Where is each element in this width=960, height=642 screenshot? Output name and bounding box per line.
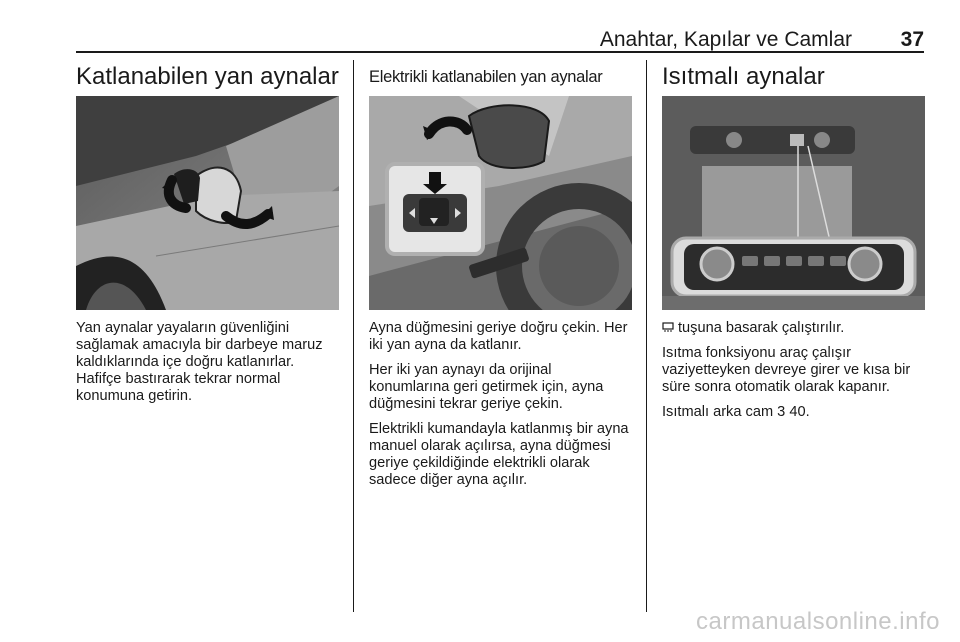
column-divider-1 (353, 60, 354, 612)
paragraph: Ayna düğmesini geriye doğru çekin. Her iki yan ayna da katlanır. (369, 320, 628, 353)
body-text (662, 320, 925, 421)
section-heading: Elektrikli katlanabilen yan aynalar (369, 68, 603, 86)
column-folding-mirrors (76, 60, 339, 413)
paragraph: Isıtma fonksiyonu araç çalışır vaziyetteyken devreye girer ve kısa bir süre sonra otomatik olarak kapanır. (662, 345, 911, 395)
heated-mirror-icon (662, 322, 674, 333)
body-text (369, 320, 632, 489)
paragraph: Isıtmalı arka cam 3 40. (662, 404, 810, 420)
section-heading: Isıtmalı aynalar (662, 63, 825, 90)
paragraph: Yan aynalar yayaların güvenliğini sağlamak amacıyla bir darbeye maruz kaldıklarında içe doğru katlanırlar. Hafifçe bastırarak tekrar normal konumuna getirin. (76, 320, 323, 404)
page-reference[interactable]: 40. (785, 404, 810, 420)
paragraph: tuşuna basarak çalıştırılır. (662, 320, 925, 337)
column-divider-2 (646, 60, 647, 612)
heated-mirror-button-icon (790, 134, 804, 146)
body-text (76, 320, 339, 405)
page-number: 37 (900, 28, 924, 51)
header-rule (76, 51, 924, 53)
paragraph: Elektrikli kumandayla katlanmış bir ayna manuel olarak açılırsa, ayna düğmesi geriye çekildiğinde elektrikli olarak sadece diğer ayna açılır. (369, 421, 629, 488)
cross-reference-icon[interactable]: 3 (777, 404, 786, 420)
chapter-title: Anahtar, Kapılar ve Camlar (599, 28, 852, 51)
page-header (76, 28, 924, 52)
car-mirror-illustration (76, 96, 339, 310)
column-electric-folding-mirrors (369, 60, 632, 497)
climate-control-illustration (662, 96, 925, 310)
watermark-text: carmanualsonline.info (696, 608, 940, 635)
column-heated-mirrors (662, 60, 925, 429)
section-heading: Katlanabilen yan aynalar (76, 63, 339, 90)
mirror-switch-illustration (369, 96, 632, 310)
paragraph: Her iki yan aynayı da orijinal konumlarına geri getirmek için, ayna düğmesini tekrar geriye çekin. (369, 362, 604, 412)
